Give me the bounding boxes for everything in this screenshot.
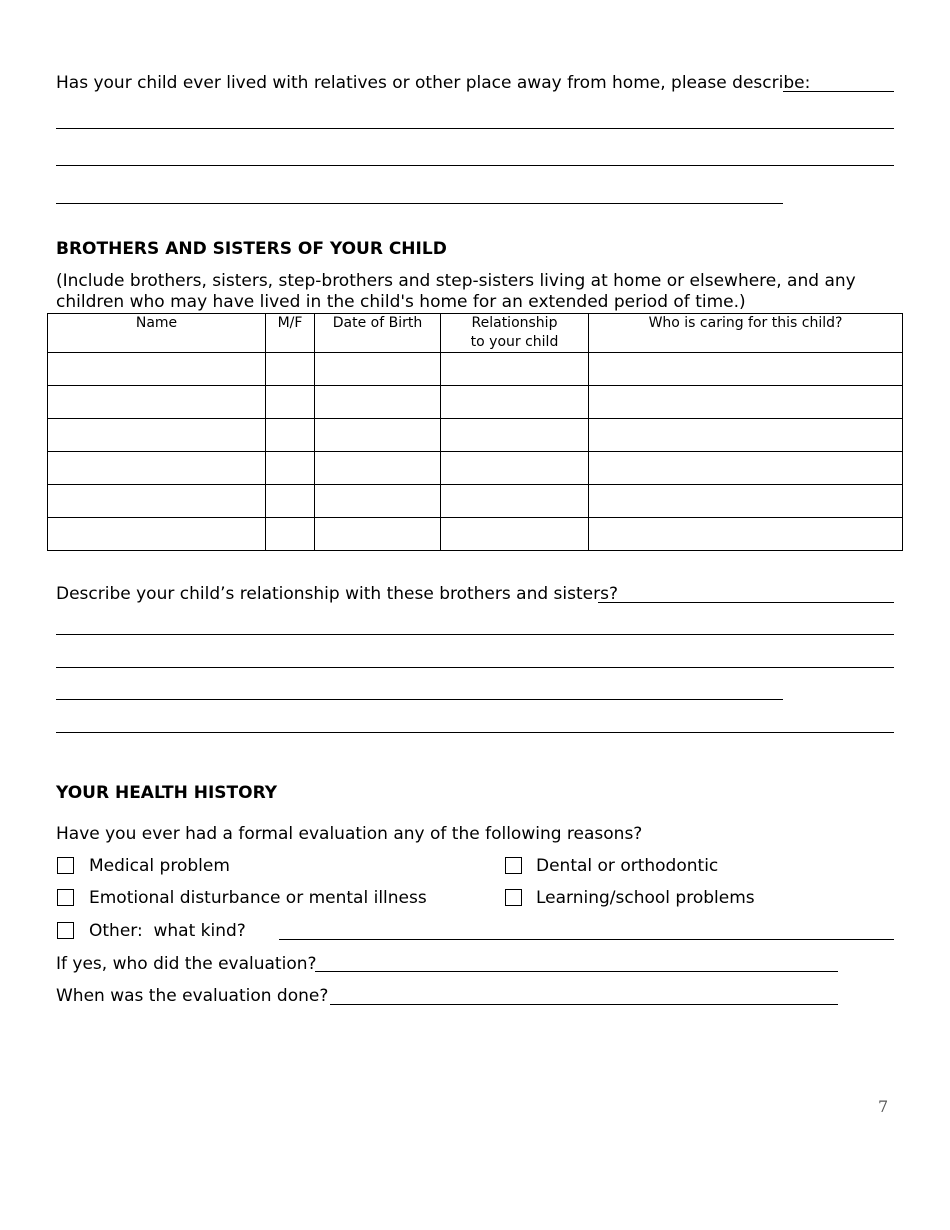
other-checkbox[interactable] [57, 922, 74, 939]
emotional-checkbox[interactable] [57, 889, 74, 906]
dental-label: Dental or orthodontic [536, 856, 719, 876]
sex-cell[interactable] [266, 386, 315, 419]
caregiver-cell[interactable] [589, 452, 903, 485]
dob-cell[interactable] [315, 518, 441, 551]
relationship-cell[interactable] [441, 386, 589, 419]
caregiver-cell[interactable] [589, 353, 903, 386]
lived-away-answer-line-3[interactable] [56, 165, 894, 166]
sibling-relationship-answer-line-2[interactable] [56, 634, 894, 635]
siblings-instructions: (Include brothers, sisters, step-brothers and step-sisters living at home or elsewhere, and any children who may have lived in the child's home for an extended period of time.) [56, 271, 856, 312]
column-header-relationship [441, 314, 589, 353]
medical-problem-checkbox[interactable] [57, 857, 74, 874]
sibling-relationship-answer-line-5[interactable] [56, 732, 894, 733]
page-number: 7 [878, 1097, 889, 1116]
name-cell[interactable] [48, 353, 266, 386]
column-header-relationship-line2: to your child [470, 334, 559, 350]
medical-problem-label: Medical problem [89, 856, 230, 876]
dob-cell[interactable] [315, 452, 441, 485]
table-row [48, 485, 903, 518]
lived-away-answer-line-1[interactable] [783, 91, 894, 92]
table-row [48, 353, 903, 386]
when-evaluated-label: When was the evaluation done? [56, 986, 329, 1006]
name-cell[interactable] [48, 419, 266, 452]
sex-cell[interactable] [266, 419, 315, 452]
table-row [48, 518, 903, 551]
relationship-cell[interactable] [441, 419, 589, 452]
caregiver-cell[interactable] [589, 386, 903, 419]
lived-away-answer-line-2[interactable] [56, 128, 894, 129]
relationship-cell[interactable] [441, 353, 589, 386]
dob-cell[interactable] [315, 485, 441, 518]
who-evaluated-label: If yes, who did the evaluation? [56, 954, 317, 974]
when-evaluated-answer-line[interactable] [330, 1004, 838, 1005]
name-cell[interactable] [48, 386, 266, 419]
dob-cell[interactable] [315, 386, 441, 419]
lived-away-question: Has your child ever lived with relatives or other place away from home, please describe: [56, 73, 811, 93]
column-header-name: Name [48, 314, 266, 353]
lived-away-answer-line-4[interactable] [56, 203, 783, 204]
siblings-table [47, 313, 903, 551]
siblings-table-header [48, 314, 903, 353]
who-evaluated-answer-line[interactable] [315, 971, 838, 972]
health-history-heading: YOUR HEALTH HISTORY [56, 783, 278, 803]
other-label: Other: what kind? [89, 921, 246, 941]
dob-cell[interactable] [315, 419, 441, 452]
siblings-heading: BROTHERS AND SISTERS OF YOUR CHILD [56, 239, 447, 259]
sex-cell[interactable] [266, 353, 315, 386]
column-header-caregiver: Who is caring for this child? [589, 314, 903, 353]
sibling-relationship-answer-line-1[interactable] [598, 602, 894, 603]
table-row [48, 419, 903, 452]
dob-cell[interactable] [315, 353, 441, 386]
learning-label: Learning/school problems [536, 888, 755, 908]
column-header-sex: M/F [266, 314, 315, 353]
relationship-cell[interactable] [441, 518, 589, 551]
other-kind-answer-line[interactable] [279, 939, 894, 940]
sex-cell[interactable] [266, 485, 315, 518]
name-cell[interactable] [48, 518, 266, 551]
sex-cell[interactable] [266, 518, 315, 551]
caregiver-cell[interactable] [589, 518, 903, 551]
table-row [48, 386, 903, 419]
table-row [48, 452, 903, 485]
evaluation-question: Have you ever had a formal evaluation any of the following reasons? [56, 824, 643, 844]
emotional-label: Emotional disturbance or mental illness [89, 888, 427, 908]
dental-checkbox[interactable] [505, 857, 522, 874]
sibling-relationship-answer-line-3[interactable] [56, 667, 894, 668]
learning-checkbox[interactable] [505, 889, 522, 906]
caregiver-cell[interactable] [589, 419, 903, 452]
relationship-cell[interactable] [441, 452, 589, 485]
sex-cell[interactable] [266, 452, 315, 485]
name-cell[interactable] [48, 485, 266, 518]
caregiver-cell[interactable] [589, 485, 903, 518]
relationship-cell[interactable] [441, 485, 589, 518]
column-header-dob: Date of Birth [315, 314, 441, 353]
sibling-relationship-answer-line-4[interactable] [56, 699, 783, 700]
sibling-relationship-question: Describe your child’s relationship with these brothers and sisters? [56, 584, 618, 604]
column-header-relationship-line1: Relationship [471, 315, 558, 331]
name-cell[interactable] [48, 452, 266, 485]
